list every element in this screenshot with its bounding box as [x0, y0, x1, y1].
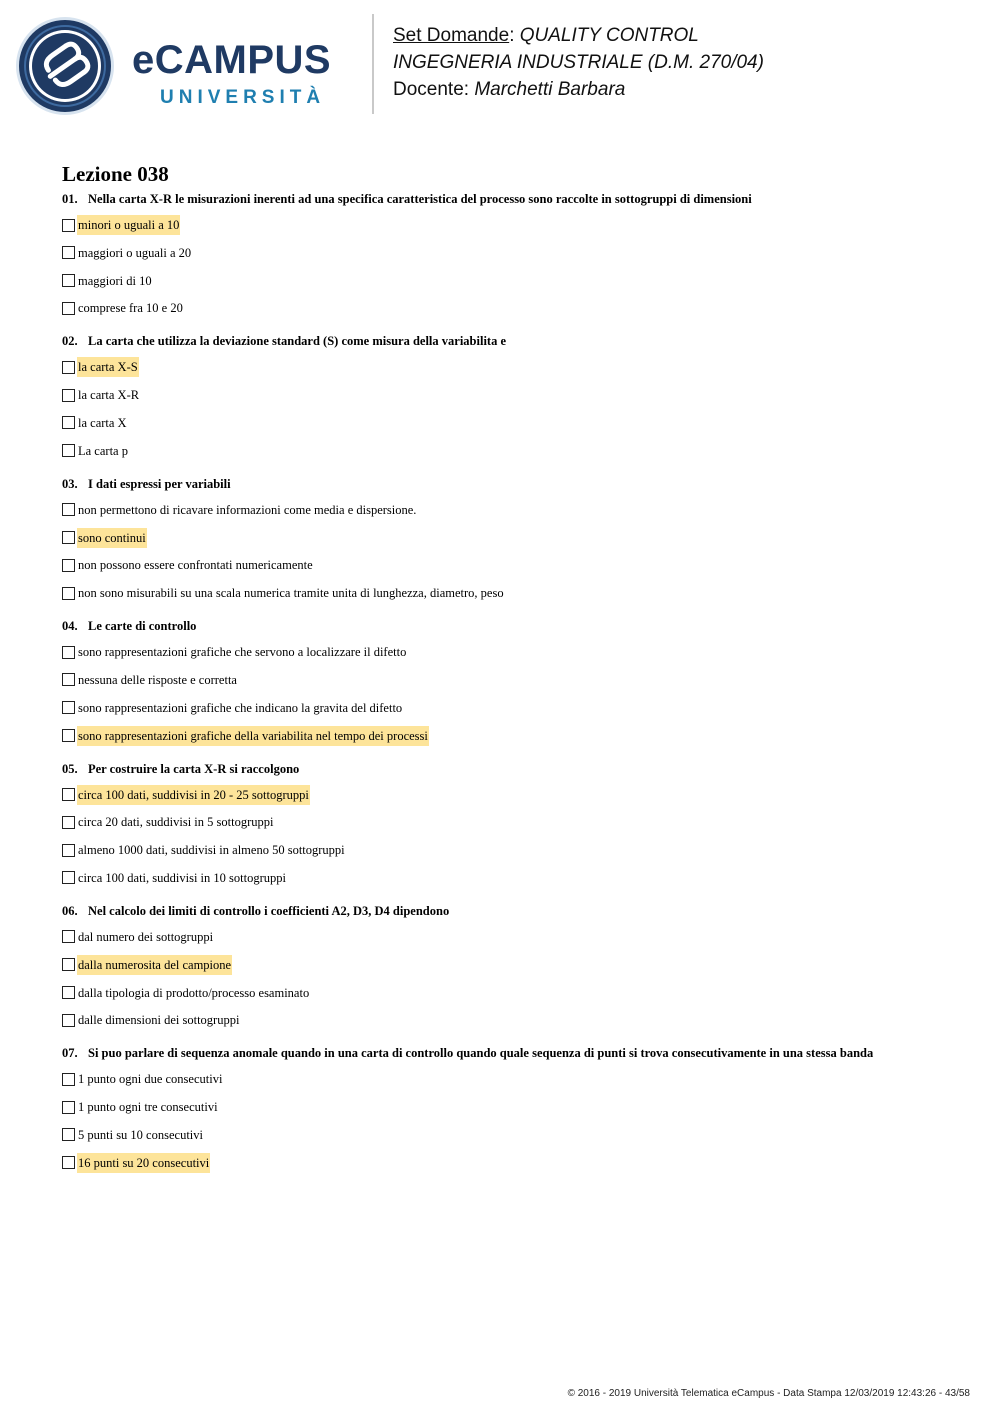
answer-option[interactable]	[62, 357, 962, 377]
question-text	[62, 332, 962, 350]
answer-text: circa 20 dati, suddivisi in 5 sottogruppi	[78, 815, 274, 830]
question-list	[62, 190, 962, 1173]
answer-text: comprese fra 10 e 20	[78, 301, 183, 316]
checkbox-icon[interactable]	[62, 673, 75, 686]
logo-subtitle: UNIVERSITÀ	[160, 87, 326, 108]
ecampus-emblem-icon	[15, 16, 115, 116]
checkbox-icon[interactable]	[62, 246, 75, 259]
header-info	[393, 22, 983, 103]
question-label: I dati espressi per variabili	[88, 476, 231, 491]
set-label: Set Domande	[393, 25, 510, 46]
question-number: 07.	[62, 1046, 78, 1061]
checkbox-icon[interactable]	[62, 930, 75, 943]
checkbox-icon[interactable]	[62, 531, 75, 544]
answer-text-highlighted: circa 100 dati, suddivisi in 20 - 25 sottogruppi	[77, 785, 310, 805]
checkbox-icon[interactable]	[62, 986, 75, 999]
teacher-value: Marchetti Barbara	[474, 79, 626, 100]
answer-text: sono rappresentazioni grafiche che servono a localizzare il difetto	[78, 645, 407, 660]
teacher-label: Docente:	[393, 79, 475, 100]
answer-text-highlighted: sono continui	[77, 528, 147, 548]
set-value: QUALITY CONTROL	[519, 25, 699, 46]
question-text	[62, 190, 962, 208]
checkbox-icon[interactable]	[62, 958, 75, 971]
answer-option[interactable]	[62, 1069, 962, 1089]
ecampus-logo-wordmark	[132, 38, 357, 110]
question-number: 02.	[62, 334, 78, 349]
checkbox-icon[interactable]	[62, 816, 75, 829]
answer-option[interactable]	[62, 413, 962, 433]
answer-text: maggiori di 10	[78, 273, 152, 288]
answer-text-highlighted: dalla numerosita del campione	[77, 955, 232, 975]
answer-option[interactable]	[62, 298, 962, 318]
question-label: Le carte di controllo	[88, 619, 197, 634]
question-5	[62, 760, 962, 888]
question-1	[62, 190, 962, 318]
answer-option[interactable]	[62, 385, 962, 405]
answer-text: la carta X-R	[78, 388, 140, 403]
checkbox-icon[interactable]	[62, 361, 75, 374]
answer-text: non sono misurabili su una scala numerica tramite unita di lunghezza, diametro, peso	[78, 586, 504, 601]
answer-option[interactable]	[62, 500, 962, 520]
checkbox-icon[interactable]	[62, 788, 75, 801]
answer-option[interactable]	[62, 1125, 962, 1145]
question-number: 05.	[62, 761, 78, 776]
question-7	[62, 1044, 962, 1172]
question-label: La carta che utilizza la deviazione standard (S) come misura della variabilita e	[88, 334, 507, 349]
question-3	[62, 475, 962, 603]
answer-option[interactable]	[62, 555, 962, 575]
checkbox-icon[interactable]	[62, 1073, 75, 1086]
answer-option[interactable]	[62, 1097, 962, 1117]
answer-option[interactable]	[62, 868, 962, 888]
checkbox-icon[interactable]	[62, 1101, 75, 1114]
answer-text: almeno 1000 dati, suddivisi in almeno 50 sottogruppi	[78, 843, 345, 858]
answer-option[interactable]	[62, 1153, 962, 1173]
checkbox-icon[interactable]	[62, 444, 75, 457]
answer-option[interactable]	[62, 1010, 962, 1030]
answer-text-highlighted: sono rappresentazioni grafiche della variabilita nel tempo dei processi	[77, 726, 429, 746]
checkbox-icon[interactable]	[62, 389, 75, 402]
answer-option[interactable]	[62, 271, 962, 291]
answer-text: 1 punto ogni tre consecutivi	[78, 1100, 218, 1115]
answer-text: 5 punti su 10 consecutivi	[78, 1127, 203, 1142]
answer-option[interactable]	[62, 983, 962, 1003]
question-2	[62, 332, 962, 460]
answer-text: dalla tipologia di prodotto/processo esaminato	[78, 985, 310, 1000]
checkbox-icon[interactable]	[62, 871, 75, 884]
set-separator: :	[509, 25, 520, 46]
lesson-title: Lezione 038	[62, 162, 169, 186]
header-divider	[372, 14, 374, 114]
answer-text: sono rappresentazioni grafiche che indicano la gravita del difetto	[78, 700, 403, 715]
question-text	[62, 760, 962, 778]
question-number: 06.	[62, 903, 78, 918]
answer-text: La carta p	[78, 443, 128, 458]
course-name: INGEGNERIA INDUSTRIALE (D.M. 270/04)	[393, 52, 764, 73]
answer-option[interactable]	[62, 698, 962, 718]
checkbox-icon[interactable]	[62, 1014, 75, 1027]
question-label: Per costruire la carta X-R si raccolgono	[88, 761, 300, 776]
checkbox-icon[interactable]	[62, 701, 75, 714]
checkbox-icon[interactable]	[62, 219, 75, 232]
answer-option[interactable]	[62, 785, 962, 805]
answer-option[interactable]	[62, 528, 962, 548]
answer-text: non possono essere confrontati numericamente	[78, 558, 313, 573]
question-label: Nel calcolo dei limiti di controllo i coefficienti A2, D3, D4 dipendono	[88, 903, 450, 918]
checkbox-icon[interactable]	[62, 1128, 75, 1141]
answer-option[interactable]	[62, 243, 962, 263]
answer-text: non permettono di ricavare informazioni come media e dispersione.	[78, 502, 417, 517]
question-text	[62, 902, 962, 920]
answer-option[interactable]	[62, 927, 962, 947]
answer-option[interactable]	[62, 812, 962, 832]
checkbox-icon[interactable]	[62, 302, 75, 315]
question-set	[62, 160, 962, 1187]
answer-option[interactable]	[62, 840, 962, 860]
question-label: Si puo parlare di sequenza anomale quando in una carta di controllo quando quale sequenza di punti si trova consecutivamente in una stessa banda	[88, 1046, 874, 1061]
question-number: 03.	[62, 476, 78, 491]
header-teacher-line	[393, 76, 983, 103]
question-label: Nella carta X-R le misurazioni inerenti ad una specifica caratteristica del processo sono raccolte in sottogruppi di dimensioni	[88, 192, 752, 206]
footer-copyright: © 2016 - 2019 Università Telematica eCampus - Data Stampa 12/03/2019 12:43:26 - 43/58	[567, 1388, 970, 1399]
question-text	[62, 475, 962, 493]
answer-text-highlighted: minori o uguali a 10	[77, 215, 180, 235]
answer-text-highlighted: 16 punti su 20 consecutivi	[77, 1153, 210, 1173]
answer-text: 1 punto ogni due consecutivi	[78, 1072, 223, 1087]
checkbox-icon[interactable]	[62, 1156, 75, 1169]
checkbox-icon[interactable]	[62, 559, 75, 572]
answer-option[interactable]	[62, 642, 962, 662]
logo-brand-text: eCAMPUS	[132, 38, 332, 82]
question-text	[62, 617, 962, 635]
answer-text: maggiori o uguali a 20	[78, 245, 192, 260]
answer-option[interactable]	[62, 441, 962, 461]
answer-text: circa 100 dati, suddivisi in 10 sottogruppi	[78, 870, 286, 885]
answer-text: dal numero dei sottogruppi	[78, 929, 214, 944]
checkbox-icon[interactable]	[62, 646, 75, 659]
answer-text: dalle dimensioni dei sottogruppi	[78, 1013, 240, 1028]
checkbox-icon[interactable]	[62, 274, 75, 287]
answer-option[interactable]	[62, 215, 962, 235]
question-number: 04.	[62, 619, 78, 634]
checkbox-icon[interactable]	[62, 729, 75, 742]
question-4	[62, 617, 962, 745]
checkbox-icon[interactable]	[62, 844, 75, 857]
checkbox-icon[interactable]	[62, 503, 75, 516]
checkbox-icon[interactable]	[62, 416, 75, 429]
question-6	[62, 902, 962, 1030]
checkbox-icon[interactable]	[62, 587, 75, 600]
answer-text-highlighted: la carta X-S	[77, 357, 139, 377]
answer-option[interactable]	[62, 583, 962, 603]
question-text	[62, 1044, 962, 1062]
answer-text: nessuna delle risposte e corretta	[78, 672, 237, 687]
answer-option[interactable]	[62, 955, 962, 975]
answer-option[interactable]	[62, 670, 962, 690]
question-number: 01.	[62, 192, 78, 206]
answer-option[interactable]	[62, 726, 962, 746]
header-set-line	[393, 22, 983, 49]
answer-text: la carta X	[78, 415, 127, 430]
